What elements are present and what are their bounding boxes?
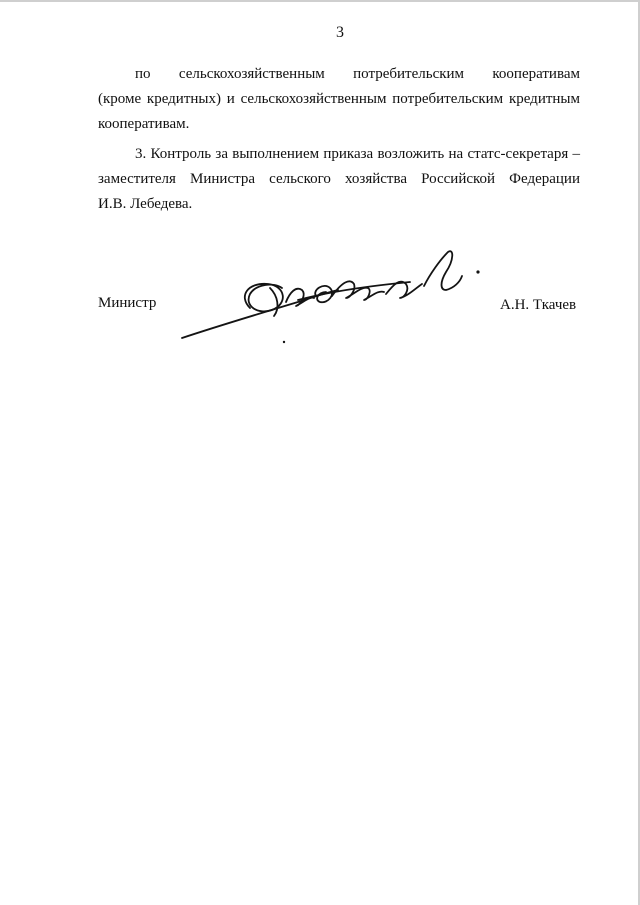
paragraph-cooperatives bbox=[98, 62, 580, 137]
paragraph-line: И.В. Лебедева. bbox=[98, 196, 193, 212]
scan-edge-top bbox=[0, 0, 640, 2]
paragraph-line: (кроме кредитных) и сельскохозяйственным потребительским кредитным bbox=[98, 91, 580, 107]
paragraph-line: 3. Контроль за выполнением приказа возложить на статс-секретаря – bbox=[135, 146, 580, 162]
page-number: 3 bbox=[336, 24, 344, 41]
paragraph-line: заместителя Министра сельского хозяйства Российской Федерации bbox=[98, 171, 580, 187]
paragraph-line: по сельскохозяйственным потребительским кооперативам bbox=[135, 66, 580, 82]
paragraph-line: кооперативам. bbox=[98, 116, 190, 132]
handwritten-signature bbox=[178, 238, 498, 350]
signatory-name: А.Н. Ткачев bbox=[500, 297, 577, 313]
paragraph-control bbox=[98, 142, 580, 217]
signatory-title: Министр bbox=[98, 295, 157, 311]
